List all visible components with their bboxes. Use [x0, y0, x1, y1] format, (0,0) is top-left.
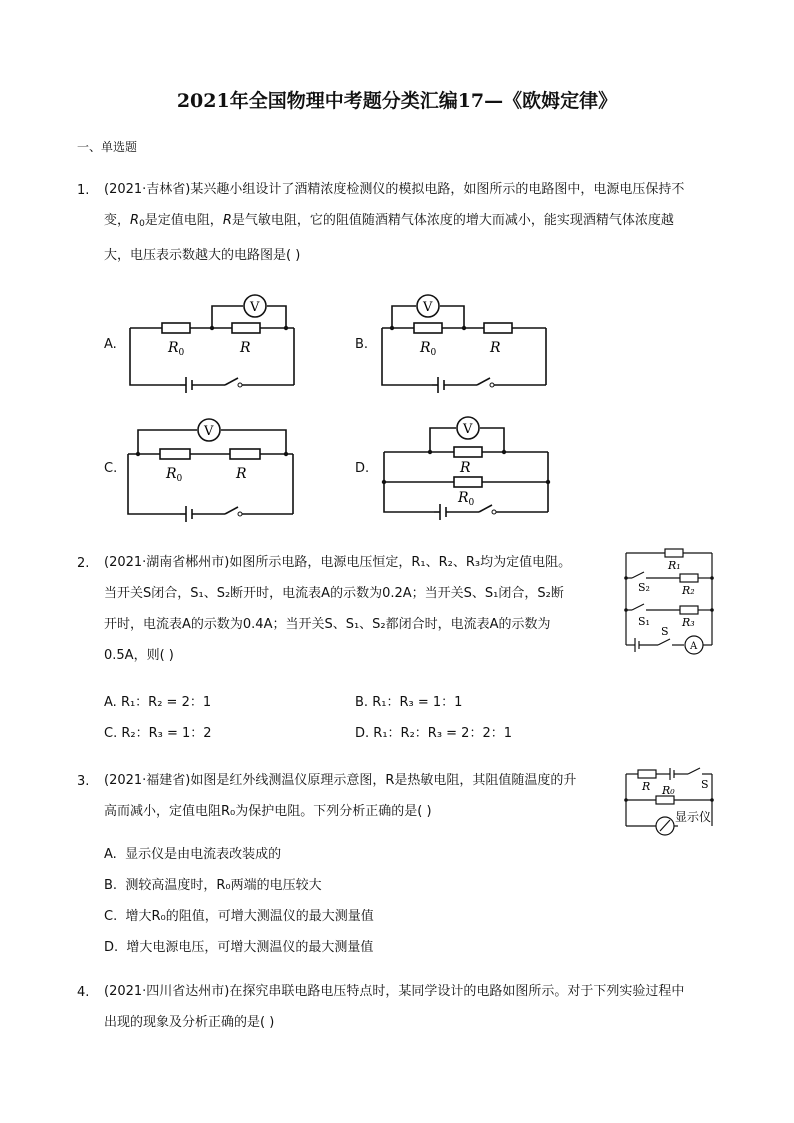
q1-option-d-letter[interactable]: D. [355, 461, 370, 476]
q3-circuit-figure [620, 764, 720, 839]
r2-label: R₂ [682, 584, 695, 597]
q2-line2: 当开关S闭合，S₁、S₂断开时，电流表A的示数为0.2A；当开关S、S₁闭合，S₂断 [104, 586, 564, 601]
q3-line1: (2021·福建省)如图是红外线测温仪原理示意图，R是热敏电阻，其阻值随温度的升 [104, 773, 577, 788]
svg-text:R0: $R_0$ [168, 340, 185, 358]
q3-option-b[interactable]: B. 测较高温度时，R₀两端的电压较大 [104, 878, 322, 893]
r0-label: R [420, 340, 431, 356]
q2-option-b[interactable]: B. R₁：R₃ = 1：1 [355, 695, 463, 710]
q1-text [104, 174, 724, 271]
q2-circuit-figure [620, 545, 720, 660]
q3-text [104, 765, 624, 827]
q2-option-a[interactable]: A. R₁：R₂ = 2：1 [104, 695, 212, 710]
section-heading: 一、单选题 [77, 140, 138, 154]
r0-label: R₀ [662, 784, 675, 797]
q1-circuit-d[interactable] [374, 414, 559, 524]
q1-line2: 变，$R_0$是定值电阻，R是气敏电阻，它的阻值随酒精气体浓度的增大而减小，能实现酒精气体浓度越 [104, 213, 674, 229]
q2-option-d[interactable]: D. R₁：R₂：R₃ = 2：2：1 [355, 726, 512, 741]
q2-line3: 开时，电流表A的示数为0.4A；当开关S、S₁、S₂都闭合时，电流表A的示数为 [104, 617, 551, 632]
r-label: R [236, 466, 247, 482]
q4-number: 4. [77, 985, 90, 1000]
svg-text:R0: $R_0$ [458, 490, 475, 508]
r0-label: R [166, 466, 177, 482]
q1-circuit-c[interactable] [118, 414, 303, 524]
voltmeter-label: V [204, 424, 214, 439]
svg-text:R0: $R_0$ [420, 340, 437, 358]
q4-text [104, 976, 729, 1038]
q3-line2: 高而减小，定值电阻R₀为保护电阻。下列分析正确的是( ) [104, 804, 432, 819]
ammeter-label: A [690, 641, 698, 652]
q3-number: 3. [77, 774, 90, 789]
q1-line1: (2021·吉林省)某兴趣小组设计了酒精浓度检测仪的模拟电路，如图所示的电路图中，电源电压保持不 [104, 182, 685, 197]
q2-number: 2. [77, 556, 90, 571]
q3-option-a[interactable]: A. 显示仪是由电流表改装成的 [104, 847, 282, 862]
voltmeter-label: V [423, 300, 433, 315]
q2-line1: (2021·湖南省郴州市)如图所示电路，电源电压恒定，R₁、R₂、R₃均为定值电阻。 [104, 555, 572, 570]
q1-circuit-b[interactable] [372, 290, 552, 395]
display-label: 显示仪 [675, 810, 712, 824]
q3-option-c[interactable]: C. 增大R₀的阻值，可增大测温仪的最大测量值 [104, 909, 374, 924]
r3-label: R₃ [682, 616, 695, 629]
page-title: 2021年全国物理中考题分类汇编17—《欧姆定律》 [176, 90, 618, 112]
voltmeter-label: V [250, 300, 260, 315]
q1-circuit-a[interactable] [120, 290, 300, 395]
r-label: R [490, 340, 501, 356]
r1-label: R₁ [668, 559, 681, 572]
q4-line1: (2021·四川省达州市)在探究串联电路电压特点时，某同学设计的电路如图所示。对于下列实验过程中 [104, 984, 685, 999]
q4-line2: 出现的现象及分析正确的是( ) [104, 1015, 275, 1030]
r-label: R [460, 460, 471, 476]
s-label: S [701, 778, 709, 791]
q1-option-a-letter[interactable]: A. [104, 337, 117, 352]
q1-line3: 大，电压表示数越大的电路图是( ) [104, 248, 301, 263]
s-label: S [661, 625, 669, 638]
r0-label: R [168, 340, 179, 356]
q1-option-b-letter[interactable]: B. [355, 337, 369, 352]
q2-line4: 0.5A，则( ) [104, 648, 174, 663]
svg-text:R0: $R_0$ [166, 466, 183, 484]
r0-label: R [458, 490, 469, 506]
s1-label: S₁ [638, 615, 650, 628]
q1-option-c-letter[interactable]: C. [104, 461, 118, 476]
r-label: R [642, 780, 651, 793]
q2-text [104, 547, 619, 671]
s2-label: S₂ [638, 581, 650, 594]
q2-option-c[interactable]: C. R₂：R₃ = 1：2 [104, 726, 212, 741]
q3-option-d[interactable]: D. 增大电源电压，可增大测温仪的最大测量值 [104, 940, 374, 955]
q1-number: 1. [77, 183, 90, 198]
voltmeter-label: V [463, 422, 473, 437]
r-label: R [240, 340, 251, 356]
